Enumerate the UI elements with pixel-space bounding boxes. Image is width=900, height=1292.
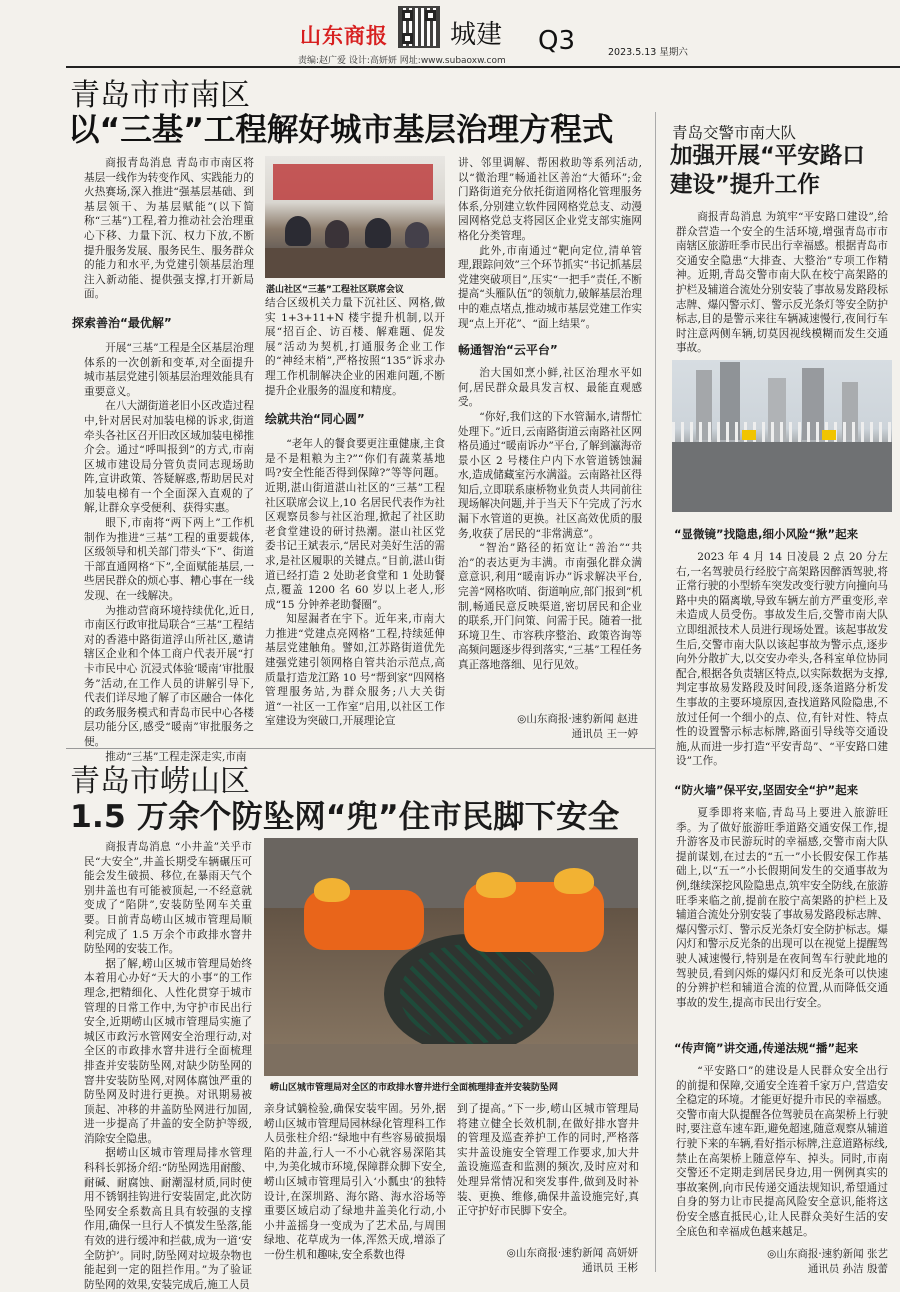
lead-subhead-3: 畅通智治“云平台”	[458, 343, 558, 358]
right-credit	[700, 1247, 888, 1277]
right-block-1	[676, 550, 888, 770]
lead-column-3	[458, 156, 642, 702]
second-para: 据崂山区城市管理局排水管理科科长郭扬介绍:“防坠网选用耐酸、耐碱、耐腐蚀、耐潮湿材质,同时使用不锈钢挂钩进行安装固定,此次防坠网安全系数高且具有较强的支撑作用,确保一旦行人不慎发生坠落,能有效的进行缓冲和拦截,成为一道‘安全防护’。同时,防坠网对垃圾杂物也能起到一定的阻拦作用。”为了验证防坠网的效果,安装完成后,施工人员	[84, 1147, 252, 1291]
right-subhead-2: “防火墙”保平安,坚固安全“护”起来	[674, 783, 859, 797]
lead-para: 在八大湖街道老旧小区改造过程中,针对居民对加装电梯的诉求,街道牵头各社区召开旧改区域加装电梯推介会。通过“呼叫报到”的方式,市南区城市建设局分管负责同志现场助阵,宣讲政策、答疑解惑,帮助居民对加装电梯有一个全面深入直观的了解,让群众享受便利、获得实惠。	[84, 400, 254, 515]
lead-credit-correspondent: 通讯员 王一婷	[571, 728, 638, 740]
right-intro	[676, 210, 888, 356]
lead-para: 为推动营商环境持续优化,近日,市南区行政审批局联合“三基”工程结对的香港中路街道浮山所社区,邀请辖区企业和个体工商户代表开展“打卡市民中心 沉浸式体验‘暖南’审批服务”活动,在工作人员的讲解引导下,代表们详尽地了解了市区融合一体化的政务服务模式和青岛市民中心各楼层功能分区,感受“暖南”审批服务之便。	[84, 604, 254, 748]
second-photo	[264, 838, 638, 1076]
page-number: Q3	[538, 26, 576, 56]
right-headline	[670, 142, 865, 200]
right-credit-correspondent: 通讯员 孙洁 殷蕾	[807, 1263, 888, 1275]
second-credit-reporter: ◎山东商报·速豹新闻 高妍妍	[506, 1247, 638, 1259]
second-para: 到了提高。”下一步,崂山区城市管理局将建立健全长效机制,在做好排水窨井的管理及巡查养护工作的同时,严格落实井盖设施安全管理工作要求,加大井盖设施巡查和监测的频次,及时应对和处理异常情况和突发事件,做到及时补装、更换、维修,确保井盖设施完好,真正守护好市民脚下安全。	[457, 1103, 639, 1218]
second-headline: 1.5 万余个防坠网“兜”住市民脚下安全	[70, 799, 620, 835]
second-column-2	[264, 1102, 446, 1274]
second-kicker: 青岛市崂山区	[70, 764, 250, 799]
right-kicker: 青岛交警市南大队	[672, 124, 797, 142]
section-divider	[66, 748, 656, 749]
lead-para: 商报青岛消息 青岛市市南区将基层一线作为转变作风、实践能力的火热赛场,深入推进“强基层基础、到基层领干、为基层赋能”(以下简称“三基”)工程,着力推动社会治理重心下移、力量下沉、权力下放,不断提升服务发展、服务民生、服务群众的能力和水平,为党建引领基层治理注入新动能、提供强支撑,打开新局面。	[84, 157, 254, 301]
lead-para: “你好,我们这的下水管漏水,请帮忙处理下。”近日,云南路街道云南路社区网格员通过“暖南诉办”平台,了解到瀛海帝景小区 2 号楼住户内下水管道锈蚀漏水,造成储藏室污水满溢。云南路社区得知后,立即联系康桥物业负责人共同前往现场解决问题,并于当天下午完成了污水漏下水管道的更换。社区高效优质的服务,收获了居民的“非常满意”。	[458, 410, 642, 540]
section-name: 城建	[450, 20, 503, 50]
second-para: 亲身试躺检验,确保安装牢固。另外,据崂山区城市管理局园林绿化管理科工作人员张柱介绍:“绿地中有些容易破损塌陷的井盖,行人一不小心就容易深陷其中,为美化城市环境,保障群众脚下安全,崂山区城市管理局引入‘小瓢虫’的独特设计,在深圳路、海尔路、海水浴场等重要区域启动了绿地井盖美化行动,小小井盖摇身一变成为了艺术品,与周围绿地、花草成为一体,浑然天成,增添了一份生机和趣味,安全系数也得	[264, 1103, 446, 1261]
issue-date: 2023.5.13 星期六	[608, 47, 688, 58]
right-photo	[672, 360, 892, 512]
second-photo-caption: 崂山区城市管理局对全区的市政排水窨井进行全面梳理排查并安装防坠网	[270, 1083, 559, 1093]
masthead-brand: 山东商报	[300, 24, 388, 48]
lead-para: 结合区级机关力量下沉社区、网格,做实 1+3+11+N 楼宇提升机制,以开展“招百企、访百楼、解难题、促发展”活动为契机,打通服务企业工作的“神经末梢”,严格按照“135”诉求办理工作机制解决企业的困难问题,不断提升企业服务的温度和精度。	[265, 297, 445, 397]
lead-para: 讲、邻里调解、帮困救助等系列活动,以“微治理”畅通社区善治“大循环”;金门路街道充分依托街道网格化管理服务体系,分别建立软件园网格党总支、动漫园网格党总支将园区企业党支部实施网格化分类管理。	[458, 157, 642, 242]
second-column-3	[457, 1102, 639, 1228]
lead-photo-caption: 湛山社区“三基”工程社区联席会议	[266, 285, 404, 295]
right-block-2	[676, 806, 888, 1032]
right-column-divider	[655, 112, 656, 1272]
right-para: “平安路口”的建设是人民群众安全出行的前提和保障,交通安全连着千家万户,营造安全稳定的环境。才能更好提升市民的幸福感。交警市南大队提醒各位驾驶员在高架桥上行驶时,要注意车速车距,避免超速,随意观察从辅道行驶下来的车辆,看好指示标牌,注意道路标线,禁止在高架桥上随意停车、掉头。同时,市南交警还不定期走到居民身边,用一例例真实的事故案例,向市民传递交通法规知识,希望通过自身的努力让市民提高风险安全意识,能将这份安全感直抵民心,让人民群众美好生活的安全底色和幸福成色越来越足。	[676, 1065, 888, 1238]
lead-para: 开展“三基”工程是全区基层治理体系的一次创新和变革,对全面提升城市基层党建引领基层治理效能具有重要意义。	[84, 341, 254, 398]
lead-column-2	[265, 296, 445, 728]
right-headline-line: 加强开展“平安路口	[670, 143, 865, 169]
lead-para: “老年人的餐食要更注重健康,主食是不是粗粮为主?”“你们有蔬菜基地吗?安全性能否得到保障?”等等问题。近期,湛山街道湛山社区的“三基”工程社区联席会议上,10 名居民代表作为社区观察员参与社区治理,掀起了社区助老食堂建设的研讨热潮。湛山社区党委书记王斌表示,“居民对美好生活的需求,是社区履职的关键点。”目前,湛山街道已经打造 2 处助老食堂和 1 处助餐点,覆盖 1200 名 60 岁以上老人,形成“15 分钟养老助餐圈”。	[265, 438, 445, 611]
lead-para: 眼下,市南将“两下两上”工作机制作为推进“三基”工程的重要载体,区级领导和机关部门带头“下”、街道干部直通网格“下”,全面赋能基层,一些居民群众的烦心事、糟心事在一线发现、在一线解决。	[84, 517, 254, 603]
lead-subhead-2: 绘就共治“同心圆”	[265, 412, 365, 427]
right-para: 夏季即将来临,青岛马上要进入旅游旺季。为了做好旅游旺季道路交通安保工作,提升游客及市民游玩时的幸福感,交警市南大队提前谋划,在过去的“五一”小长假安保工作基础上,以“五一”小长假期间发生的交通事故为例,继续深挖风险隐患点,筑牢安全防线,在旅游旺季来临之前,提前在胶宁高架路的护栏上及辅道合流处分别安装了事故易发路段标志牌、爆闪警示灯、警示反光条灯安全防护标志。爆闪灯和警示反光条的出现可以在视觉上提醒驾驶人减速慢行,特别是在夜间驾车行驶此地的驾驶员,看到闪烁的爆闪灯和反光条可以快速的分辨护栏和辅道合流的位置,从而降低交通事故的发生,提高市民出行安全。	[676, 807, 888, 1009]
right-subhead-3: “传声筒”讲交通,传递法规“播”起来	[674, 1041, 859, 1055]
lead-para: 治大国如烹小鲜,社区治理水平如何,居民群众最具发言权、最能直观感受。	[458, 367, 642, 409]
lead-column-1	[72, 156, 254, 763]
right-headline-line: 建设”提升工作	[670, 172, 820, 198]
lead-para: 知屋漏者在宇下。近年来,市南大力推进“党建点亮网格”工程,持续延伸基层党建触角。譬如,江苏路街道优先建强党建引领网格自管共治示范点,高质量打造龙江路 10 号“帮到家”四网格管理服务站,为群众服务;八大关街道“一社区一工作室”启用,以社区工作室建设为突破口,开展理论宣	[265, 613, 445, 728]
lead-headline: 以“三基”工程解好城市基层治理方程式	[68, 112, 614, 148]
lead-credit	[470, 712, 638, 742]
qr-code-icon	[398, 6, 440, 48]
second-credit	[468, 1246, 638, 1276]
lead-para: 推动“三基”工程走深走实,市南	[105, 750, 247, 763]
lead-kicker: 青岛市市南区	[70, 78, 250, 113]
right-subhead-1: “显微镜”找隐患,细小风险“揪”起来	[674, 527, 859, 541]
right-para: 商报青岛消息 为筑牢“平安路口建设”,给群众营造一个安全的生活环境,增强青岛市市南辖区旅游旺季市民出行幸福感。根据青岛市交通安全隐患“大排查、大整治”专项工作精神。近期,青岛交警市南大队在校宁高架路的护栏及辅道合流处分别安装了事故易发路段标志牌、爆闪警示灯、警示反光条灯等安全防护标志,目的是警示来往车辆减速慢行,夜间行车时注意两侧车辆,切莫因视线模糊而发生交通事故。	[676, 211, 888, 355]
lead-credit-reporter: ◎山东商报·速豹新闻 赵进	[517, 713, 638, 725]
lead-subhead-1: 探索善治“最优解”	[72, 315, 172, 330]
editors-line: 责编:赵广爱 设计:高妍妍 网址:www.subaoxw.com	[298, 56, 506, 66]
second-para: 商报青岛消息 “小井盖”关乎市民“大安全”,井盖长期受车辆碾压可能会发生破损、移位,在暴雨天气个别井盖也有可能被顶起,一不经意就变成了“陷阱”,安装防坠网车关重要。日前青岛崂山区城市管理局顺利完成了 1.5 万余个市政排水窨井防坠网的安装工作。	[84, 841, 252, 956]
second-para: 据了解,崂山区城市管理局始终本着用心办好“天大的小事”的工作理念,把精细化、人性化贯穿于城市管理的日常工作中,为守护市民出行安全,近期崂山区城市管理局实施了城区市政污水管网安全治理行动,对全区的市政排水窨井进行全面梳理排查并安装防坠网,对缺少防坠网的窨井安装防坠网,对网体腐蚀严重的防坠网及时进行更换。对讯期易被顶起、冲移的井盖防坠网进行加固,进一步提高了井盖的安全防护等级,消除安全隐患。	[84, 957, 252, 1145]
right-block-3	[676, 1064, 888, 1246]
right-para: 2023 年 4 月 14 日凌晨 2 点 20 分左右,一名驾驶员行经胶宁高架路因醉酒驾驶,将正常行驶的小型轿车突发改变行驶方向撞向马路中央的隔离墩,导致车辆左前方严重变形,幸未造成人员受伤。事故发生后,交警市南大队立即组派技术人员进行现场处置。该起事故发生后,交警市南大队以该起事故为警示点,逐步向外分散扩大,以交安办牵头,各科室单位协同配合,根据各负责辖区特点,以实际数据为支撑,判定事故易发路段及时间段,逐条道路分析发生事故的主要环境原因,查找道路风险隐患,不放过任何一个细小的点、位,有针对性、特点性的设置警示标志标牌,路面引导线等交通设施,从而进一步打造“平安青岛”、“平安路口建设”工作。	[676, 551, 888, 768]
lead-para: 此外,市南通过“靶向定位,清单管理,跟踪问效”三个环节抓实“书记抓基层党建突破项目”,压实“一把手”责任,不断提高“头雁队伍”的领航力,破解基层治理中的难点堵点,推动城市基层党建工作实现“点上开花”、“面上结果”。	[458, 244, 642, 330]
header-rule	[66, 66, 900, 68]
lead-photo	[265, 156, 445, 278]
right-credit-reporter: ◎山东商报·速豹新闻 张艺	[767, 1248, 888, 1260]
second-credit-correspondent: 通讯员 王彬	[582, 1262, 638, 1274]
lead-para: “智治”路径的拓宽让“善治”“共治”的表达更为丰满。市南强化群众满意意识,利用“暖南诉办”诉求解决平台,完善“网格吹哨、街道响应,部门报到”机制,畅通民意反映渠道,密切居民和企业的联系,开门问策、问需于民。随着一批环境卫生、市容秩序整治、政策咨询等高频问题逐步得到落实,“三基”工程任务真正落地落细、见行见效。	[458, 542, 642, 671]
second-column-1	[84, 840, 252, 1291]
